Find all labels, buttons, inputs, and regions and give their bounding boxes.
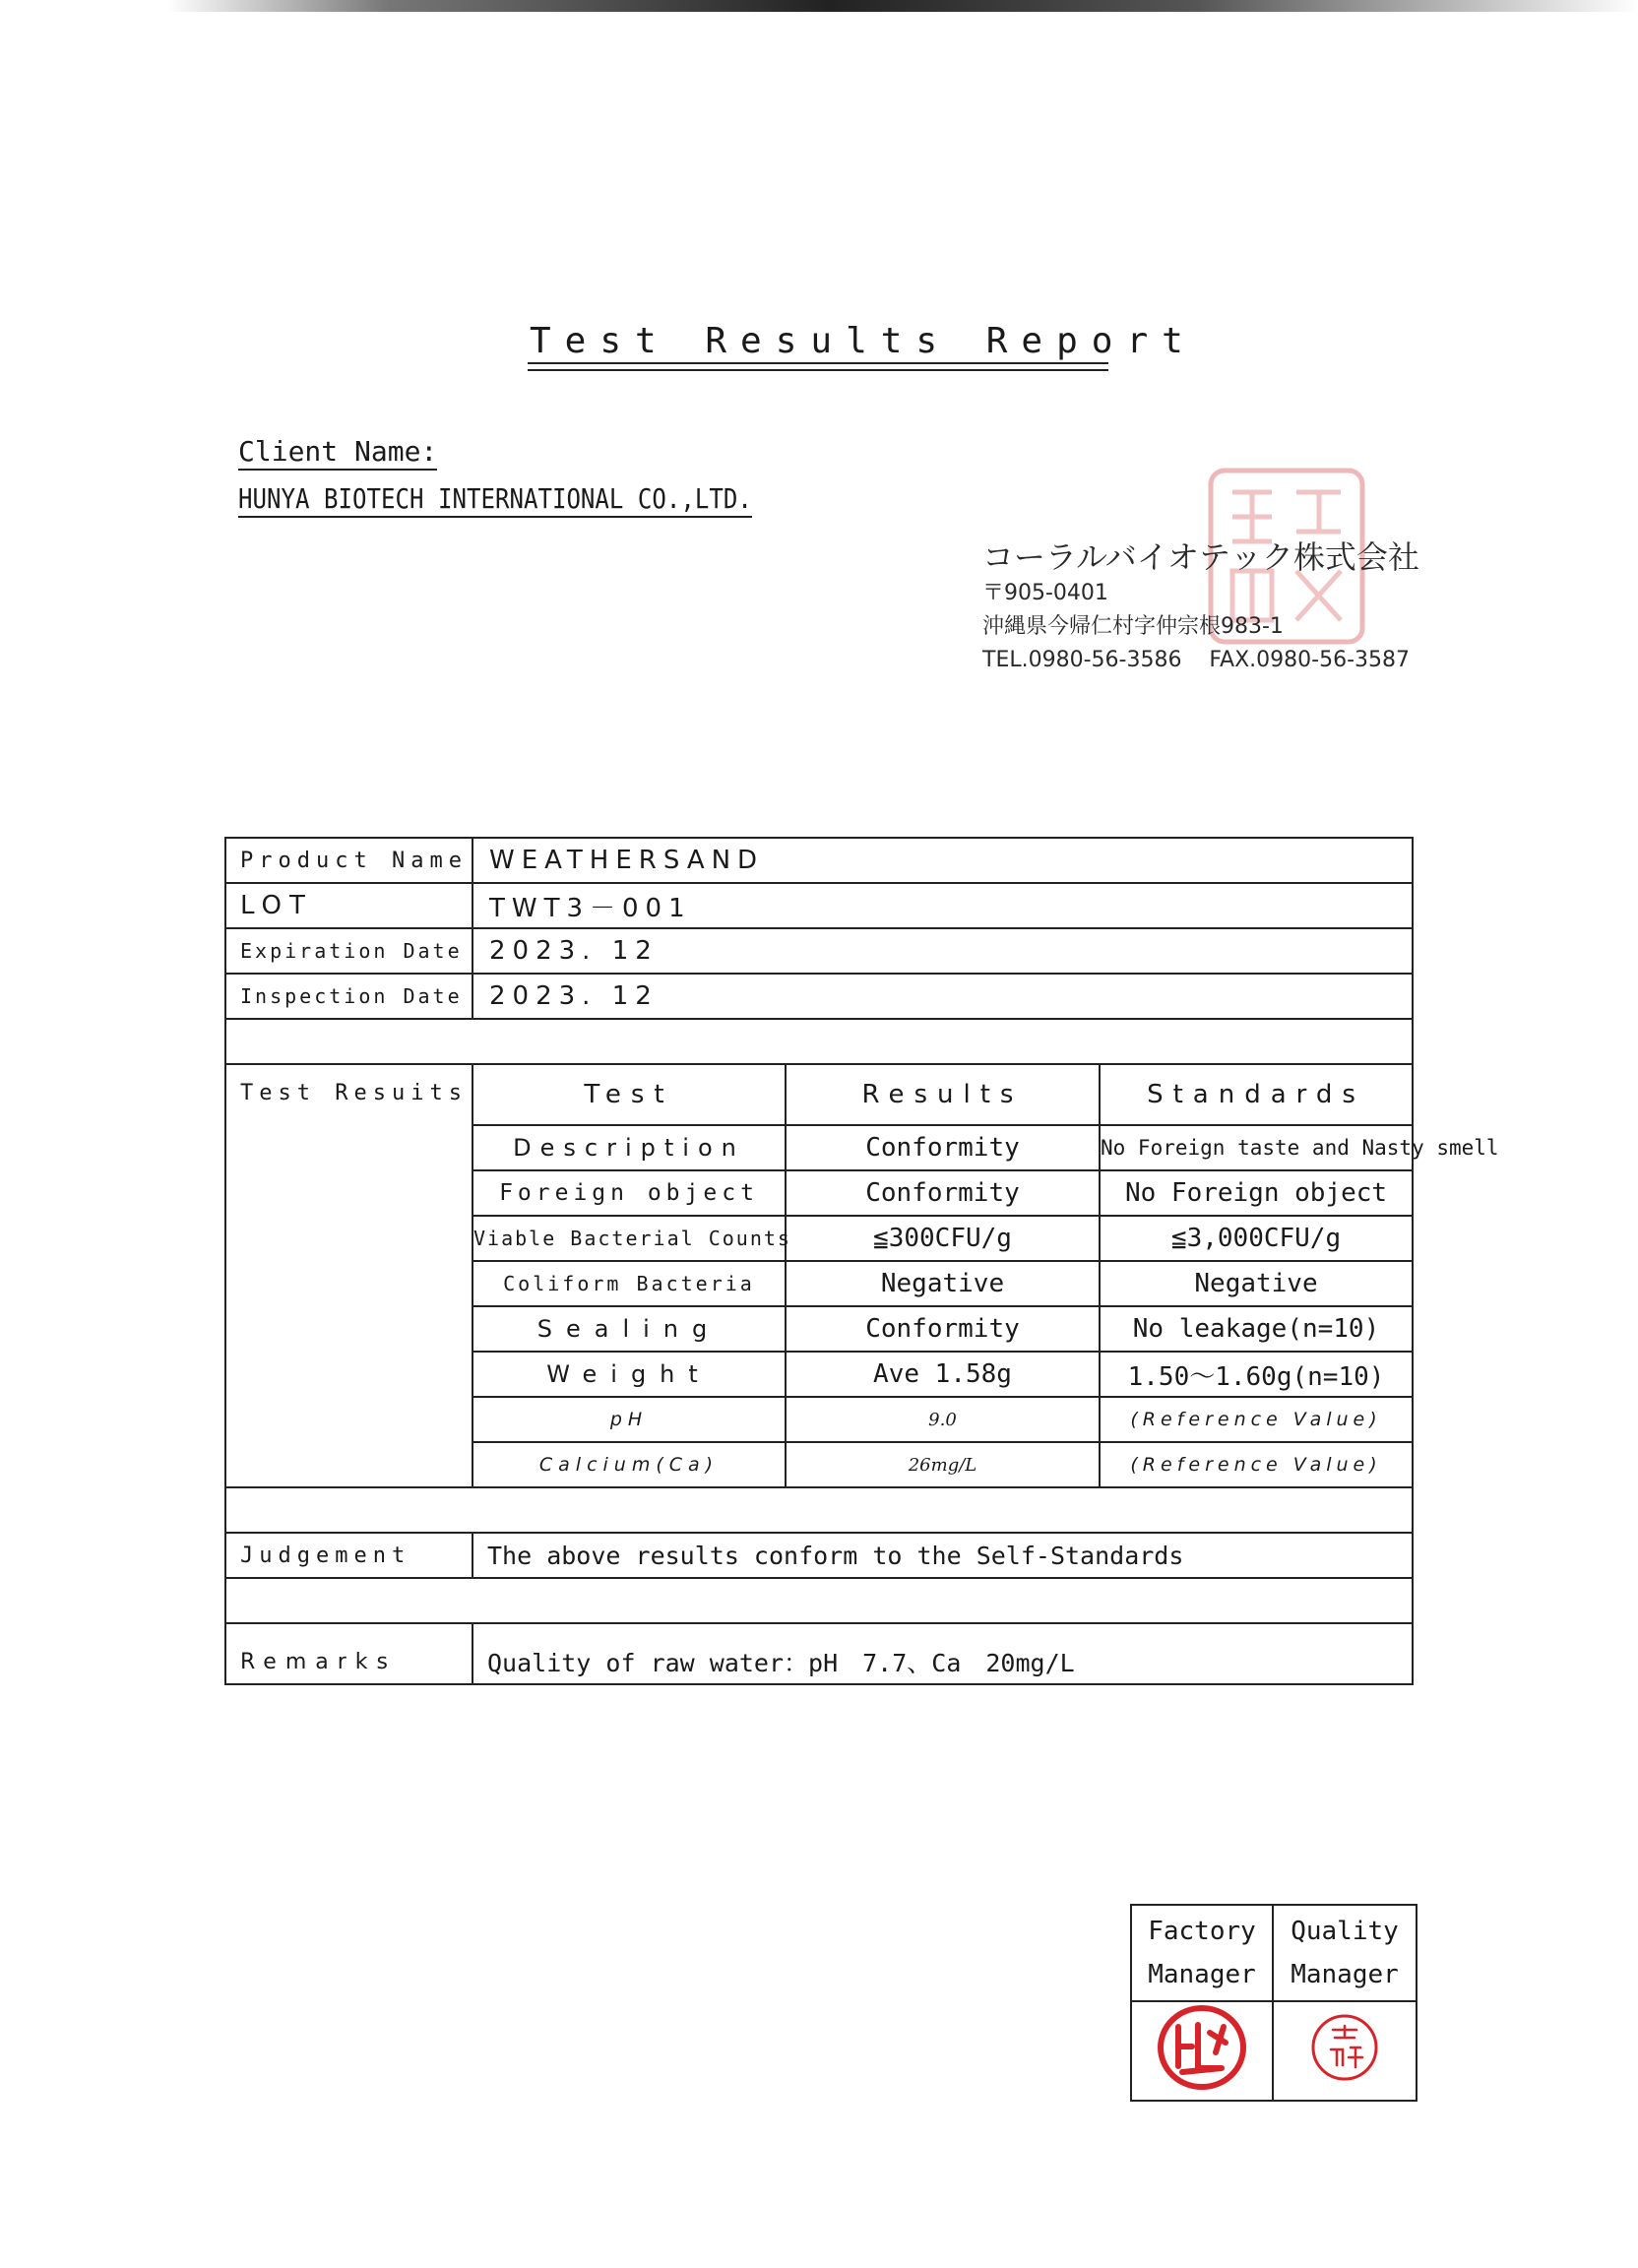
test-result: 9.0 [786,1397,1100,1442]
test-result: Ave 1.58g [786,1352,1100,1397]
test-name: Calcium(Ca) [472,1442,786,1487]
test-name: Foreign object [472,1170,786,1216]
remarks-text: Quality of raw water：pH 7.7、Ca 20mg/L [472,1623,1413,1684]
quality-manager-stamp-cell [1273,2001,1417,2101]
quality-manager-label: Quality Manager [1273,1905,1417,2001]
test-name: Weight [472,1352,786,1397]
test-standard: No Foreign object [1100,1170,1413,1216]
test-results-label: Test Resuits [225,1064,472,1487]
quality-manager-seal-icon [1305,2008,1384,2087]
expiration-date-label: Expiration Date [225,928,472,974]
title-underline-2 [528,369,1108,371]
issuer-postal: 〒905-0401 [982,581,1108,605]
signoff-box [1130,1904,1418,2102]
results-header-row [225,1064,1413,1125]
issuer-company: コーラルバイオテック株式会社 [982,538,1419,576]
results-table [224,837,1499,1685]
test-result: 26mg/L [786,1442,1100,1487]
table-spacer [225,1578,1413,1623]
judgement-label: Judgement [225,1533,472,1578]
header-test: Test [472,1064,786,1125]
table-row [225,883,1413,928]
test-standard: No leakage(n=10) [1100,1306,1413,1352]
issuer-block [982,537,1419,677]
judgement-row [225,1533,1413,1578]
test-result: Conformity [786,1170,1100,1216]
factory-manager-seal-icon [1153,2003,1251,2092]
test-name: Viable Bacterial Counts [472,1216,786,1261]
table-row [225,928,1413,974]
client-label: Client Name: [238,435,437,471]
issuer-phone [982,644,1419,677]
test-result: Conformity [786,1306,1100,1352]
issuer-fax: FAX.0980-56-3587 [1209,648,1411,672]
remarks-row [225,1623,1413,1684]
factory-manager-stamp-cell [1131,2001,1273,2101]
test-standard: Negative [1100,1261,1413,1306]
title-underline [528,362,1108,364]
header-standards: Standards [1100,1064,1413,1125]
judgement-text: The above results conform to the Self-Standards [472,1533,1413,1578]
product-name-label: Product Name [225,838,472,883]
header-results: Results [786,1064,1100,1125]
issuer-tel: TEL.0980-56-3586 [982,648,1182,672]
factory-manager-label: Factory Manager [1131,1905,1273,2001]
table-row [225,974,1413,1019]
issuer-address: 沖縄県今帰仁村字仲宗根983-1 [982,614,1284,639]
product-name-value: WEATHERSAND [472,838,1413,883]
test-standard: (Reference Value) [1100,1442,1413,1487]
scan-edge [167,0,1638,12]
test-standard: (Reference Value) [1100,1397,1413,1442]
remarks-label: Remarks [225,1623,472,1684]
client-name: HUNYA BIOTECH INTERNATIONAL CO.,LTD. [238,482,752,518]
expiration-date-value: 2023. 12 [472,928,1413,974]
test-result: Conformity [786,1125,1100,1170]
test-name: Coliform Bacteria [472,1261,786,1306]
test-name: pH [472,1397,786,1442]
test-name: Sealing [472,1306,786,1352]
table-spacer [225,1019,1413,1064]
test-standard: No Foreign taste and Nasty smell [1100,1125,1413,1170]
test-name: Description [472,1125,786,1170]
lot-label: LOT [225,883,472,928]
inspection-date-label: Inspection Date [225,974,472,1019]
page-title: Test Results Report [530,321,1197,361]
inspection-date-value: 2023. 12 [472,974,1413,1019]
test-standard: 1.50～1.60g(n=10) [1100,1352,1413,1397]
lot-value: TWT3－001 [472,883,1413,928]
test-standard: ≦3,000CFU/g [1100,1216,1413,1261]
table-spacer [225,1487,1413,1533]
table-row [225,838,1413,883]
test-result: ≦300CFU/g [786,1216,1100,1261]
test-result: Negative [786,1261,1100,1306]
